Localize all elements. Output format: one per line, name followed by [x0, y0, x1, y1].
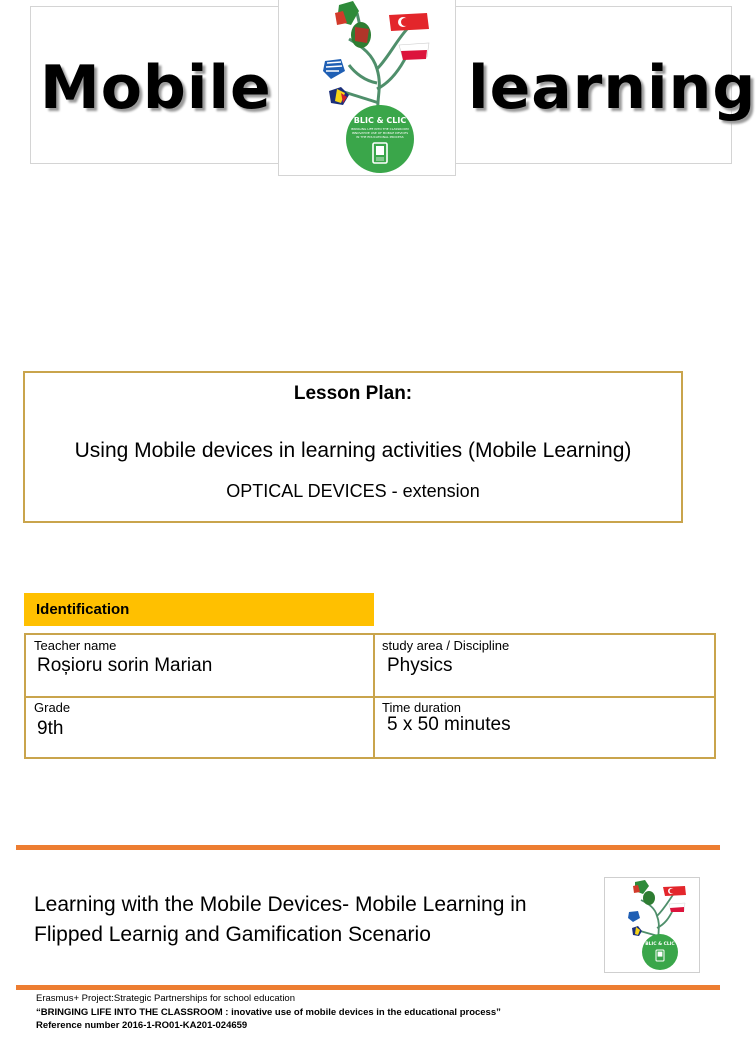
svg-text:INNOVATIVE USE OF MOBILE DEVIC: INNOVATIVE USE OF MOBILE DEVICES: [351, 131, 409, 135]
project-logo: [278, 0, 456, 176]
banner-word-learning: learning: [468, 53, 756, 123]
lesson-plan-title: Lesson Plan:: [293, 383, 413, 404]
grade-label: Grade: [34, 700, 71, 715]
svg-text:IN THE EDUCATIONAL PROCESS: IN THE EDUCATIONAL PROCESS: [356, 135, 404, 139]
table-divider: [26, 696, 714, 698]
discipline-label: study area / Discipline: [382, 638, 510, 653]
lesson-plan-topic: OPTICAL DEVICES - extension: [226, 481, 480, 501]
logo-badge-text: BLIC & CLIC: [353, 116, 407, 125]
footer-bottom-rule: [16, 985, 720, 990]
footer-quote-line: “BRINGING LIFE INTO THE CLASSROOM : inovative use of mobile devices in the educational process”: [36, 1007, 501, 1018]
footer-title-line2: Flipped Learnig and Gamification Scenario: [34, 923, 431, 946]
lesson-plan-subtitle: Using Mobile devices in learning activities (Mobile Learning): [74, 439, 632, 462]
teacher-value: Roșioru sorin Marian: [37, 655, 213, 676]
footer-reference-line: Reference number 2016-1-RO01-KA201-024659: [36, 1020, 248, 1031]
grade-value: 9th: [37, 718, 64, 739]
identification-table: [24, 633, 716, 759]
tree-flags-logo-icon: [279, 0, 455, 175]
teacher-label: Teacher name: [34, 638, 117, 653]
tree-flags-logo-small-icon: [605, 878, 699, 972]
small-logo-badge-text: BLIC & CLIC: [645, 942, 675, 947]
footer-top-rule: [16, 845, 720, 850]
footer-project-logo: [604, 877, 700, 973]
lesson-plan-box: [23, 371, 683, 523]
duration-label: Time duration: [382, 700, 461, 715]
duration-value: 5 x 50 minutes: [387, 714, 511, 735]
footer-title-line1: Learning with the Mobile Devices- Mobile Learning in: [34, 893, 527, 916]
discipline-value: Physics: [387, 655, 453, 676]
footer-project-line: Erasmus+ Project:Strategic Partnerships for school education: [36, 993, 296, 1004]
footer-title: [34, 890, 574, 950]
identification-heading: Identification: [24, 593, 374, 626]
banner-word-mobile: Mobile: [40, 53, 272, 123]
svg-text:BRINGING LIFE INTO THE CLASSRO: BRINGING LIFE INTO THE CLASSROOM: [351, 127, 409, 131]
